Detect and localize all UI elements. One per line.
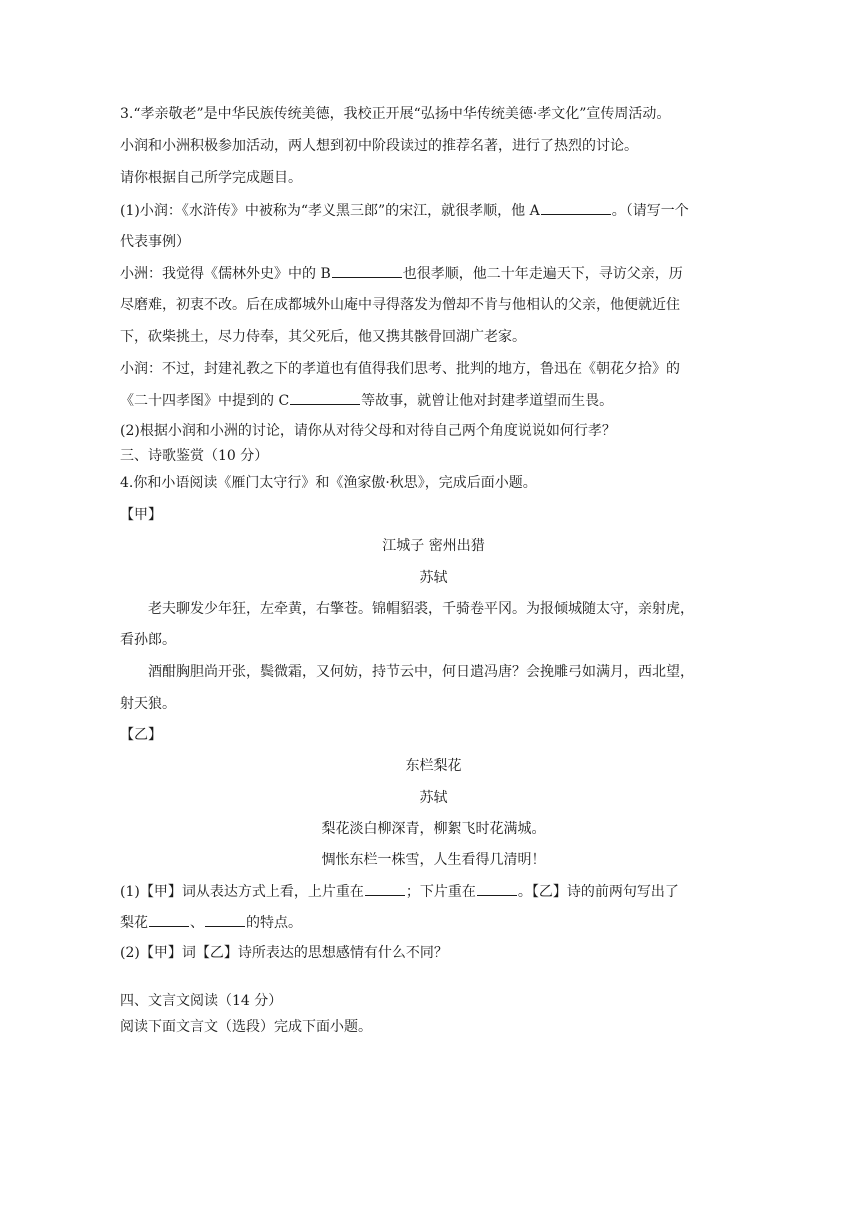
q3-part1-line-1 bbox=[120, 200, 760, 221]
poem-jia-line-1: 老夫聊发少年狂，左牵黄，右擎苍。锦帽貂裘，千骑卷平冈。为报倾城随太守，亲射虎， bbox=[148, 601, 694, 617]
q3-xiaorun-line-2 bbox=[120, 390, 760, 411]
poem-yi-line-1: 梨花淡白柳深青，柳絮飞时花满城。 bbox=[321, 821, 546, 837]
q4-sub2: (2)【甲】词【乙】诗所表达的思想感情有什么不同？ bbox=[120, 945, 448, 961]
poem-jia-line-2: 看孙郎。 bbox=[120, 632, 176, 648]
q3-xiaozhou-line-2: 尽磨难，初衷不改。后在成都城外山庵中寻得落发为僧却不肯与他相认的父亲，他便就近住 bbox=[120, 297, 680, 313]
poem-jia-title: 江城子 密州出猎 bbox=[382, 538, 485, 554]
answer-blank-lower[interactable] bbox=[477, 881, 517, 896]
q3-xiaorun-text-tail: 等故事，就曾让他对封建孝道望而生畏。 bbox=[361, 393, 614, 409]
q4-sub1-pear-tail: 的特点。 bbox=[246, 915, 302, 931]
q3-xiaozhou-line-3: 下，砍柴挑土，尽力侍奉，其父死后，他又携其骸骨回湖广老家。 bbox=[120, 329, 526, 345]
q3-intro-line-1: 3.“孝亲敬老”是中华民族传统美德，我校正开展“弘扬中华传统美德·孝文化”宣传周活动。 bbox=[120, 106, 671, 122]
poem-jia-author: 苏轼 bbox=[419, 570, 448, 586]
poem-jia-line-4: 射天狼。 bbox=[120, 696, 176, 712]
section-4-intro: 阅读下面文言文（选段）完成下面小题。 bbox=[120, 1019, 372, 1035]
q3-part1-line-2: 代表事例） bbox=[120, 234, 190, 250]
q3-xiaorun-line-1: 小润：不过，封建礼教之下的孝道也有值得我们思考、批判的地方，鲁迅在《朝花夕拾》的 bbox=[120, 361, 680, 377]
q3-xiaozhou-text: 小洲：我觉得《儒林外史》中的 B bbox=[120, 266, 331, 282]
poem-yi-title: 东栏梨花 bbox=[405, 758, 462, 774]
answer-blank-trait-2[interactable] bbox=[205, 912, 245, 927]
answer-blank-a[interactable] bbox=[541, 200, 611, 215]
poem-jia-line-3: 酒酣胸胆尚开张，鬓微霜，又何妨，持节云中，何日遣冯唐？会挽雕弓如满月，西北望， bbox=[148, 664, 694, 680]
q3-intro-line-2: 小润和小洲积极参加活动，两人想到初中阶段读过的推荐名著，进行了热烈的讨论。 bbox=[120, 138, 638, 154]
poem-yi-line-2: 惆怅东栏一株雪，人生看得几清明！ bbox=[321, 852, 546, 868]
poem-yi-author: 苏轼 bbox=[419, 790, 448, 806]
q4-sub1-line-1 bbox=[120, 881, 760, 902]
section-3-heading: 三、诗歌鉴赏（10 分） bbox=[120, 448, 269, 464]
q3-xiaozhou-text-tail: 也很孝顺，他二十年走遍天下，寻访父亲，历 bbox=[402, 266, 683, 282]
answer-blank-upper[interactable] bbox=[365, 881, 405, 896]
answer-blank-b[interactable] bbox=[332, 263, 402, 278]
section-4-heading: 四、文言文阅读（14 分） bbox=[120, 993, 283, 1009]
q4-sub1-text-tail: 。【乙】诗的前两句写出了 bbox=[517, 884, 679, 900]
q3-part1-text: (1)小润：《水浒传》中被称为“孝义黑三郎”的宋江，就很孝顺，他 A bbox=[120, 203, 540, 219]
q3-xiaorun-text: 《二十四孝图》中提到的 C bbox=[120, 393, 290, 409]
poem-yi-label: 【乙】 bbox=[120, 727, 162, 743]
q4-sub1-text: (1)【甲】词从表达方式上看，上片重在 bbox=[120, 884, 364, 900]
q3-part1-text-tail: 。（请写一个 bbox=[611, 203, 689, 219]
q4-sub1-separator: 、 bbox=[190, 915, 204, 931]
answer-blank-c[interactable] bbox=[290, 390, 360, 405]
q4-sub1-text-mid: ；下片重在 bbox=[405, 884, 476, 900]
q4-sub1-pear-text: 梨花 bbox=[120, 915, 148, 931]
poem-jia-label: 【甲】 bbox=[120, 507, 162, 523]
answer-blank-trait-1[interactable] bbox=[149, 912, 189, 927]
q4-sub1-line-2 bbox=[120, 912, 760, 933]
q4-intro: 4.你和小语阅读《雁门太守行》和《渔家傲·秋思》，完成后面小题。 bbox=[120, 475, 537, 491]
q3-part2: (2)根据小润和小洲的讨论，请你从对待父母和对待自己两个角度说说如何行孝？ bbox=[120, 423, 616, 439]
q3-xiaozhou-line-1 bbox=[120, 263, 760, 284]
q3-instruction: 请你根据自己所学完成题目。 bbox=[120, 170, 302, 186]
